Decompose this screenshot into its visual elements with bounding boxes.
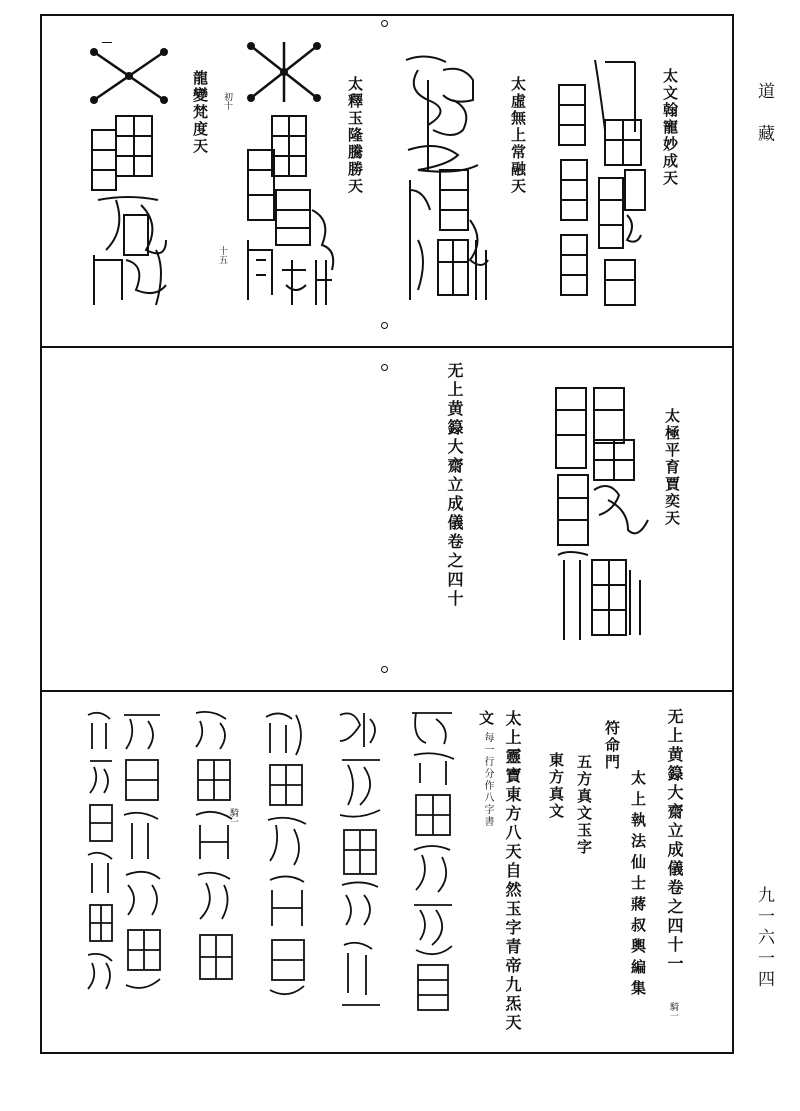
volume-end-title: 无上黄籙大齋立成儀卷之四十 — [445, 362, 464, 609]
panel-divider — [40, 346, 734, 348]
star-talisman-icon — [90, 42, 168, 106]
subsection-title: 東方真文 — [547, 752, 565, 820]
panel-divider — [40, 690, 734, 692]
annotation: 初十 — [222, 92, 232, 110]
heaven-label: 太釋玉隆騰勝天 — [346, 76, 364, 195]
passage-note: 每一行分作八字書 — [482, 732, 493, 828]
star-talisman-icon — [245, 40, 323, 104]
binding-hole — [381, 666, 388, 673]
seal-column — [88, 713, 112, 989]
section-title: 符命門 — [603, 720, 621, 771]
collection-name: 道 藏 — [754, 82, 774, 152]
subsection-title: 五方真文玉字 — [575, 754, 593, 856]
volume-title: 无上黄籙大齋立成儀卷之四十一 — [665, 708, 684, 974]
passage-note-label: 文 — [477, 710, 495, 727]
author: 太上執法仙士蔣叔輿編集 — [629, 770, 647, 1001]
seal-column — [266, 713, 306, 994]
seal-column — [412, 713, 454, 1010]
binding-hole — [381, 322, 388, 329]
annotation: 十五 — [217, 246, 227, 264]
seal-column — [340, 713, 380, 1005]
seal-column — [196, 712, 232, 979]
seal-script-glyphs — [550, 380, 650, 650]
binding-hole — [381, 20, 388, 27]
volume-mark: 騎一 — [668, 1002, 678, 1020]
heaven-label: 太極平育賈奕天 — [663, 408, 681, 527]
binding-hole — [381, 364, 388, 371]
seal-script-glyphs — [86, 110, 186, 310]
seal-mark: 騎一 — [228, 808, 238, 826]
seal-script-glyphs — [242, 110, 342, 310]
seal-script-glyphs — [398, 40, 496, 310]
seal-script-jade-characters — [86, 705, 466, 1035]
seal-script-glyphs — [555, 40, 650, 310]
heaven-label: 龍變梵度天 — [191, 70, 209, 155]
passage-title: 太上靈寶東方八天自然玉字青帝九炁天 — [503, 710, 522, 1033]
seal-column — [124, 715, 160, 988]
heaven-label: 太虛無上常融天 — [509, 76, 527, 195]
page-number: 九一六一四 — [754, 886, 774, 991]
heaven-label: 太文翰寵妙成天 — [661, 68, 679, 187]
